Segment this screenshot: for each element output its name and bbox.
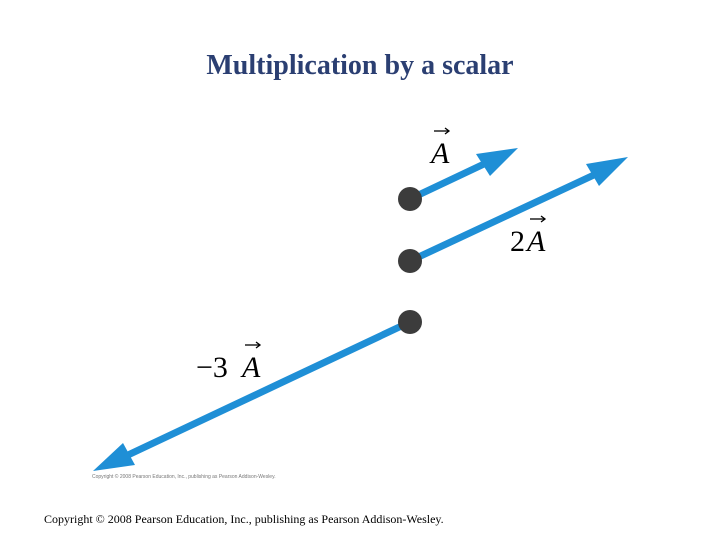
vector-neg3a bbox=[93, 310, 422, 471]
vector-neg3a-label-symbol: A bbox=[242, 351, 261, 384]
vector-neg3a-shaft bbox=[128, 322, 410, 455]
vector-neg3a-label-coef: −3 bbox=[196, 351, 228, 384]
slide-title: Multiplication by a scalar bbox=[206, 50, 514, 81]
vector-2a-arrowhead bbox=[586, 157, 628, 186]
vector-a-label-symbol: A bbox=[431, 137, 450, 170]
vector-neg3a-label bbox=[196, 342, 261, 384]
vector-2a-label-coef: 2 bbox=[510, 225, 525, 258]
slide-copyright: Copyright © 2008 Pearson Education, Inc., publishing as Pearson Addison-Wesley. bbox=[44, 512, 444, 526]
vector-a bbox=[398, 148, 518, 211]
vector-a-arrowhead bbox=[476, 148, 518, 176]
vector-neg3a-tail-dot bbox=[398, 310, 422, 334]
vector-a-tail-dot bbox=[398, 187, 422, 211]
figure-image-credit: Copyright © 2008 Pearson Education, Inc., publishing as Pearson Addison-Wesley. bbox=[92, 474, 276, 480]
vector-neg3a-arrowhead bbox=[93, 443, 135, 471]
vector-2a-tail-dot bbox=[398, 249, 422, 273]
vector-2a-label-symbol: A bbox=[527, 225, 546, 258]
vector-2a-label bbox=[510, 216, 546, 258]
vector-a-label bbox=[429, 128, 450, 170]
